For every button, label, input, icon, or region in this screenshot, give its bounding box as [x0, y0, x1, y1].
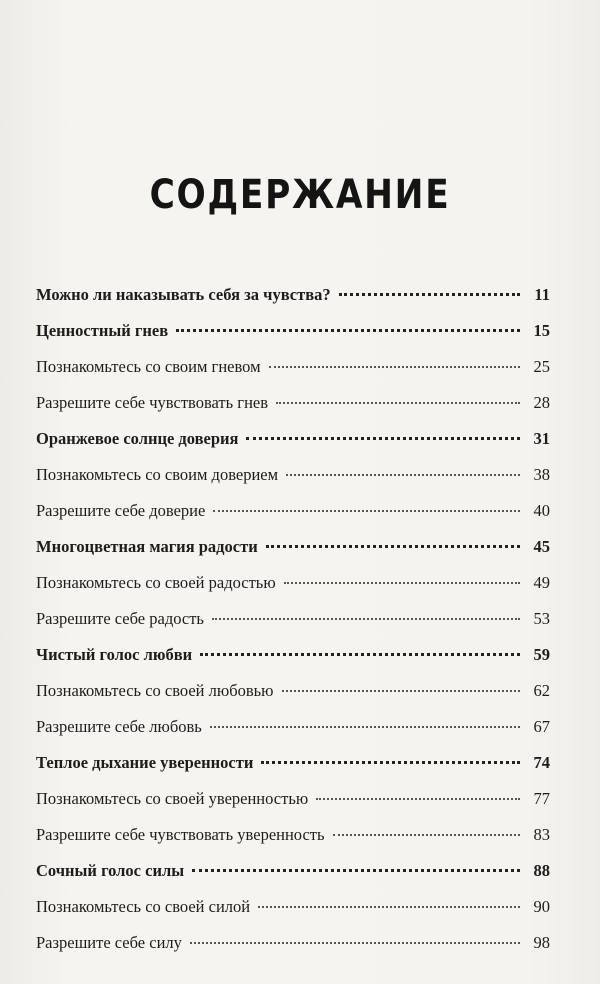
- toc-entry-page: 83: [533, 825, 550, 844]
- dot-leader: [176, 329, 520, 332]
- toc-entry-label: Разрешите себе радость: [36, 609, 204, 628]
- page-title: СОДЕРЖАНИЕ: [149, 172, 451, 218]
- toc-entry[interactable]: [36, 897, 550, 933]
- toc-entry[interactable]: [36, 285, 550, 321]
- toc-entry-label: Многоцветная магия радости: [36, 537, 258, 556]
- toc-entry-page: 74: [533, 753, 550, 772]
- dot-leader: [339, 293, 520, 296]
- toc-entry[interactable]: [36, 825, 550, 861]
- toc-entry-label: Познакомьтесь со своим гневом: [36, 357, 261, 376]
- dot-leader: [200, 653, 520, 656]
- toc-entry-label: Разрешите себе чувствовать уверенность: [36, 825, 325, 844]
- toc-entry-label: Чистый голос любви: [36, 645, 193, 664]
- toc-entry-label: Ценностный гнев: [36, 321, 169, 340]
- toc-entry-label: Можно ли наказывать себя за чувства?: [36, 285, 331, 304]
- toc-entry[interactable]: [36, 537, 550, 573]
- toc-entry-page: 53: [533, 609, 550, 628]
- toc-entry[interactable]: [36, 429, 550, 465]
- toc-entry[interactable]: [36, 717, 550, 753]
- toc-entry-page: 62: [533, 681, 550, 700]
- toc-entry-label: Оранжевое солнце доверия: [36, 429, 239, 448]
- dot-leader: [212, 618, 520, 620]
- dot-leader: [333, 834, 520, 836]
- toc-entry-page: 31: [533, 429, 550, 448]
- toc-entry-label: Разрешите себе силу: [36, 933, 182, 952]
- dot-leader: [213, 510, 520, 512]
- toc-entry-label: Сочный голос силы: [36, 861, 185, 880]
- toc-entry[interactable]: [36, 933, 550, 969]
- toc-entry-label: Разрешите себе любовь: [36, 717, 202, 736]
- dot-leader: [258, 906, 520, 908]
- toc-entry-label: Познакомьтесь со своей радостью: [36, 573, 276, 592]
- dot-leader: [269, 366, 520, 368]
- toc-entry[interactable]: [36, 357, 550, 393]
- dot-leader: [276, 402, 520, 404]
- toc-entry-page: 15: [533, 321, 550, 340]
- toc-entry[interactable]: [36, 573, 550, 609]
- dot-leader: [284, 582, 520, 584]
- toc-entry[interactable]: [36, 501, 550, 537]
- dot-leader: [286, 474, 520, 476]
- toc-entry[interactable]: [36, 321, 550, 357]
- toc-entry-page: 90: [533, 897, 550, 916]
- toc-entry[interactable]: [36, 753, 550, 789]
- toc-entry-page: 98: [533, 933, 550, 952]
- dot-leader: [192, 869, 520, 872]
- dot-leader: [210, 726, 520, 728]
- toc-entry-label: Теплое дыхание уверенности: [36, 753, 254, 772]
- dot-leader: [316, 798, 520, 800]
- dot-leader: [282, 690, 521, 692]
- toc-entry[interactable]: [36, 861, 550, 897]
- toc-entry-page: 77: [533, 789, 550, 808]
- toc-entry-label: Познакомьтесь со своей уверенностью: [36, 789, 309, 808]
- toc-entry-page: 59: [533, 645, 550, 664]
- toc-entry[interactable]: [36, 681, 550, 717]
- toc-entry-label: Познакомьтесь со своим доверием: [36, 465, 279, 484]
- toc-entry-label: Познакомьтесь со своей силой: [36, 897, 251, 916]
- toc-entry-page: 45: [533, 537, 550, 556]
- toc-entry-page: 88: [533, 861, 550, 880]
- toc-entry[interactable]: [36, 465, 550, 501]
- toc-entry-page: 40: [533, 501, 550, 520]
- dot-leader: [190, 942, 520, 944]
- dot-leader: [266, 545, 520, 548]
- dot-leader: [246, 437, 520, 440]
- toc-entry-page: 49: [533, 573, 550, 592]
- toc-entry-label: Разрешите себе доверие: [36, 501, 206, 520]
- toc-entry[interactable]: [36, 645, 550, 681]
- toc-entry-page: 11: [534, 285, 550, 304]
- dot-leader: [261, 761, 520, 764]
- toc-entry[interactable]: [36, 609, 550, 645]
- toc-entry[interactable]: [36, 789, 550, 825]
- toc-entry[interactable]: [36, 393, 550, 429]
- toc-entry-label: Познакомьтесь со своей любовью: [36, 681, 274, 700]
- toc-entry-label: Разрешите себе чувствовать гнев: [36, 393, 269, 412]
- toc-entry-page: 28: [533, 393, 550, 412]
- toc-entry-page: 25: [533, 357, 550, 376]
- toc-entry-page: 67: [533, 717, 550, 736]
- table-of-contents: [36, 285, 550, 969]
- toc-entry-page: 38: [533, 465, 550, 484]
